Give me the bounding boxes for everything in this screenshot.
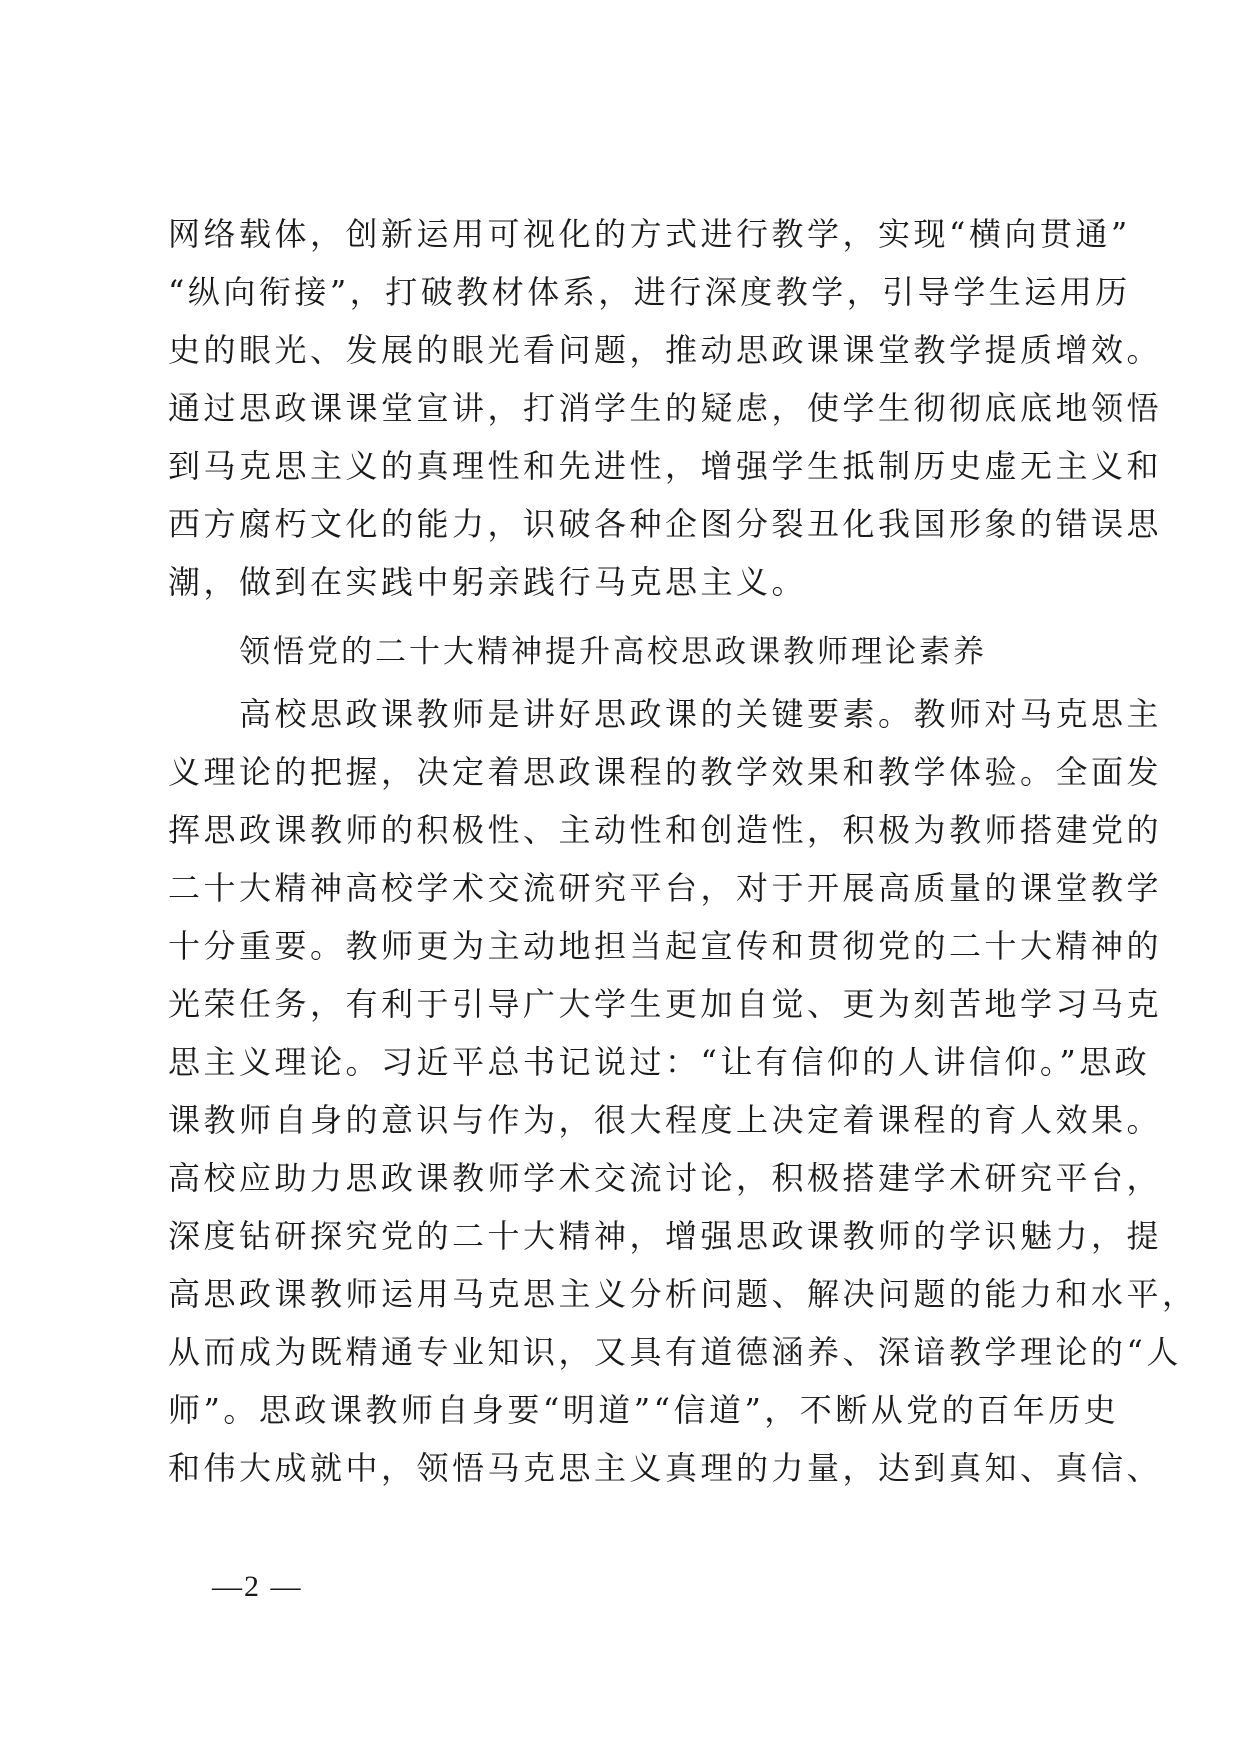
text-line: “纵向衔接”，打破教材体系，进行深度教学，引导学生运用历	[168, 273, 1131, 311]
text-line: 十分重要。教师更为主动地担当起宣传和贯彻党的二十大精神的	[168, 927, 1163, 965]
text-line: 和伟大成就中，领悟马克思主义真理的力量，达到真知、真信、	[168, 1449, 1163, 1487]
text-line: 师”。思政课教师自身要“明道”“信道”，不断从党的百年历史	[168, 1391, 1120, 1429]
text-line: 高校思政课教师是讲好思政课的关键要素。教师对马克思主	[239, 695, 1163, 733]
paragraph	[168, 685, 1198, 1497]
text-line: 课教师自身的意识与作为，很大程度上决定着课程的育人效果。	[168, 1101, 1163, 1139]
text-line: 思主义理论。习近平总书记说过：“让有信仰的人讲信仰。”思政	[168, 1043, 1151, 1081]
body-text	[168, 205, 1198, 1497]
section-heading: 领悟党的二十大精神提升高校思政课教师理论素养	[239, 634, 987, 670]
text-line: 到马克思主义的真理性和先进性，增强学生抵制历史虚无主义和	[168, 447, 1163, 485]
text-line: 西方腐朽文化的能力，识破各种企图分裂丑化我国形象的错误思	[168, 505, 1163, 543]
text-line: 史的眼光、发展的眼光看问题，推动思政课课堂教学提质增效。	[168, 331, 1163, 369]
text-line: 挥思政课教师的积极性、主动性和创造性，积极为教师搭建党的	[168, 811, 1163, 849]
text-line: 光荣任务，有利于引导广大学生更加自觉、更为刻苦地学习马克	[168, 985, 1163, 1023]
page-number: —2 —	[212, 1570, 303, 1603]
text-line: 高思政课教师运用马克思主义分析问题、解决问题的能力和水平，	[168, 1275, 1198, 1313]
text-line: 从而成为既精通专业知识，又具有道德涵养、深谙教学理论的“人	[168, 1333, 1182, 1371]
text-line: 二十大精神高校学术交流研究平台，对于开展高质量的课堂教学	[168, 869, 1163, 907]
text-line: 义理论的把握，决定着思政课程的教学效果和教学体验。全面发	[168, 753, 1163, 791]
text-line: 网络载体，创新运用可视化的方式进行教学，实现“横向贯通”	[168, 215, 1131, 253]
text-line: 潮，做到在实践中躬亲践行马克思主义。	[168, 563, 808, 601]
text-line: 深度钻研探究党的二十大精神，增强思政课教师的学识魅力，提	[168, 1217, 1163, 1255]
paragraph-continued	[168, 205, 1163, 611]
text-line: 高校应助力思政课教师学术交流讨论，积极搭建学术研究平台，	[168, 1159, 1163, 1197]
text-line: 通过思政课课堂宣讲，打消学生的疑虑，使学生彻彻底底地领悟	[168, 389, 1163, 427]
